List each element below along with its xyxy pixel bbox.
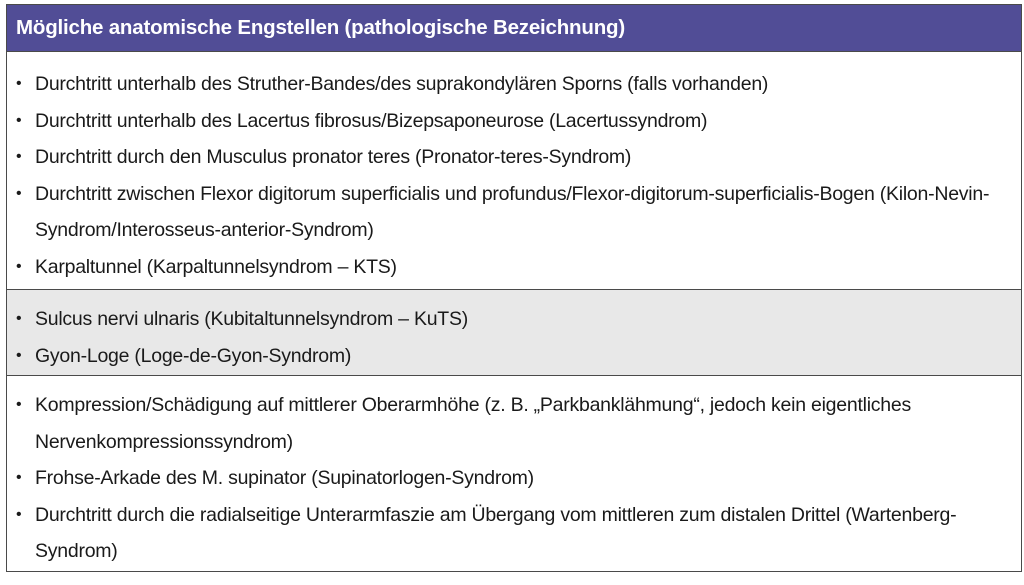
- list-item: [7, 387, 1021, 460]
- bullet-icon: •: [16, 148, 22, 165]
- list-item: [7, 66, 1021, 103]
- bullet-icon: •: [16, 257, 22, 275]
- table-title: Mögliche anatomische Engstellen (pathologische Bezeichnung): [16, 16, 625, 39]
- list-item-text: Durchtritt durch den Musculus pronator teres (Pronator-teres-Syndrom): [35, 146, 632, 168]
- compression-sites-table: [6, 4, 1022, 572]
- bullet-icon: •: [16, 75, 22, 92]
- list-item-text: Frohse-Arkade des M. supinator (Supinatorlogen-Syndrom): [35, 467, 534, 489]
- list-item: [7, 103, 1021, 140]
- bullet-icon: •: [16, 396, 22, 413]
- list-item-text: Sulcus nervi ulnaris (Kubitaltunnelsyndrom – KuTS): [35, 308, 468, 330]
- list-item: [7, 176, 1021, 249]
- bullet-icon: •: [16, 346, 22, 364]
- list-item: [7, 497, 1021, 570]
- list-item-text: Durchtritt unterhalb des Struther-Bandes/des suprakondylären Sporns (falls vorhanden): [35, 73, 769, 95]
- list-item: [7, 460, 1021, 497]
- list-item: [7, 301, 1021, 338]
- table-header: [7, 5, 1021, 51]
- list-ulnar-nerve: [7, 301, 1021, 374]
- list-item-text: Durchtritt durch die radialseitige Unterarmfaszie am Übergang vom mittleren zum distalen Drittel (Wartenberg-Syndrom): [35, 503, 957, 562]
- list-item-text: Gyon-Loge (Loge-de-Gyon-Syndrom): [35, 344, 352, 367]
- list-item-text: Kompression/Schädigung auf mittlerer Oberarmhöhe (z. B. „Parkbanklähmung“, jedoch kein eigentliches Nervenkompressionssyndrom): [35, 394, 911, 453]
- list-item: [7, 139, 1021, 176]
- bullet-icon: •: [16, 111, 22, 129]
- section-median-nerve: [7, 51, 1021, 289]
- list-radial-nerve: [7, 387, 1021, 570]
- list-item: [7, 338, 1021, 375]
- section-radial-nerve: [7, 375, 1021, 571]
- list-item-text: Durchtritt zwischen Flexor digitorum superficialis und profundus/Flexor-digitorum-superficialis-Bogen (Kilon-Nevin-Syndrom/Interosseus-anterior-Syndrom): [35, 182, 990, 241]
- section-ulnar-nerve: [7, 289, 1021, 375]
- list-item-text: Karpaltunnel (Karpaltunnelsyndrom – KTS): [35, 255, 397, 278]
- bullet-icon: •: [16, 184, 22, 202]
- list-item-text: Durchtritt unterhalb des Lacertus fibrosus/Bizepsaponeurose (Lacertussyndrom): [35, 109, 708, 132]
- bullet-icon: •: [16, 469, 22, 486]
- list-median-nerve: [7, 66, 1021, 285]
- list-item: [7, 249, 1021, 286]
- bullet-icon: •: [16, 505, 22, 523]
- bullet-icon: •: [16, 310, 22, 327]
